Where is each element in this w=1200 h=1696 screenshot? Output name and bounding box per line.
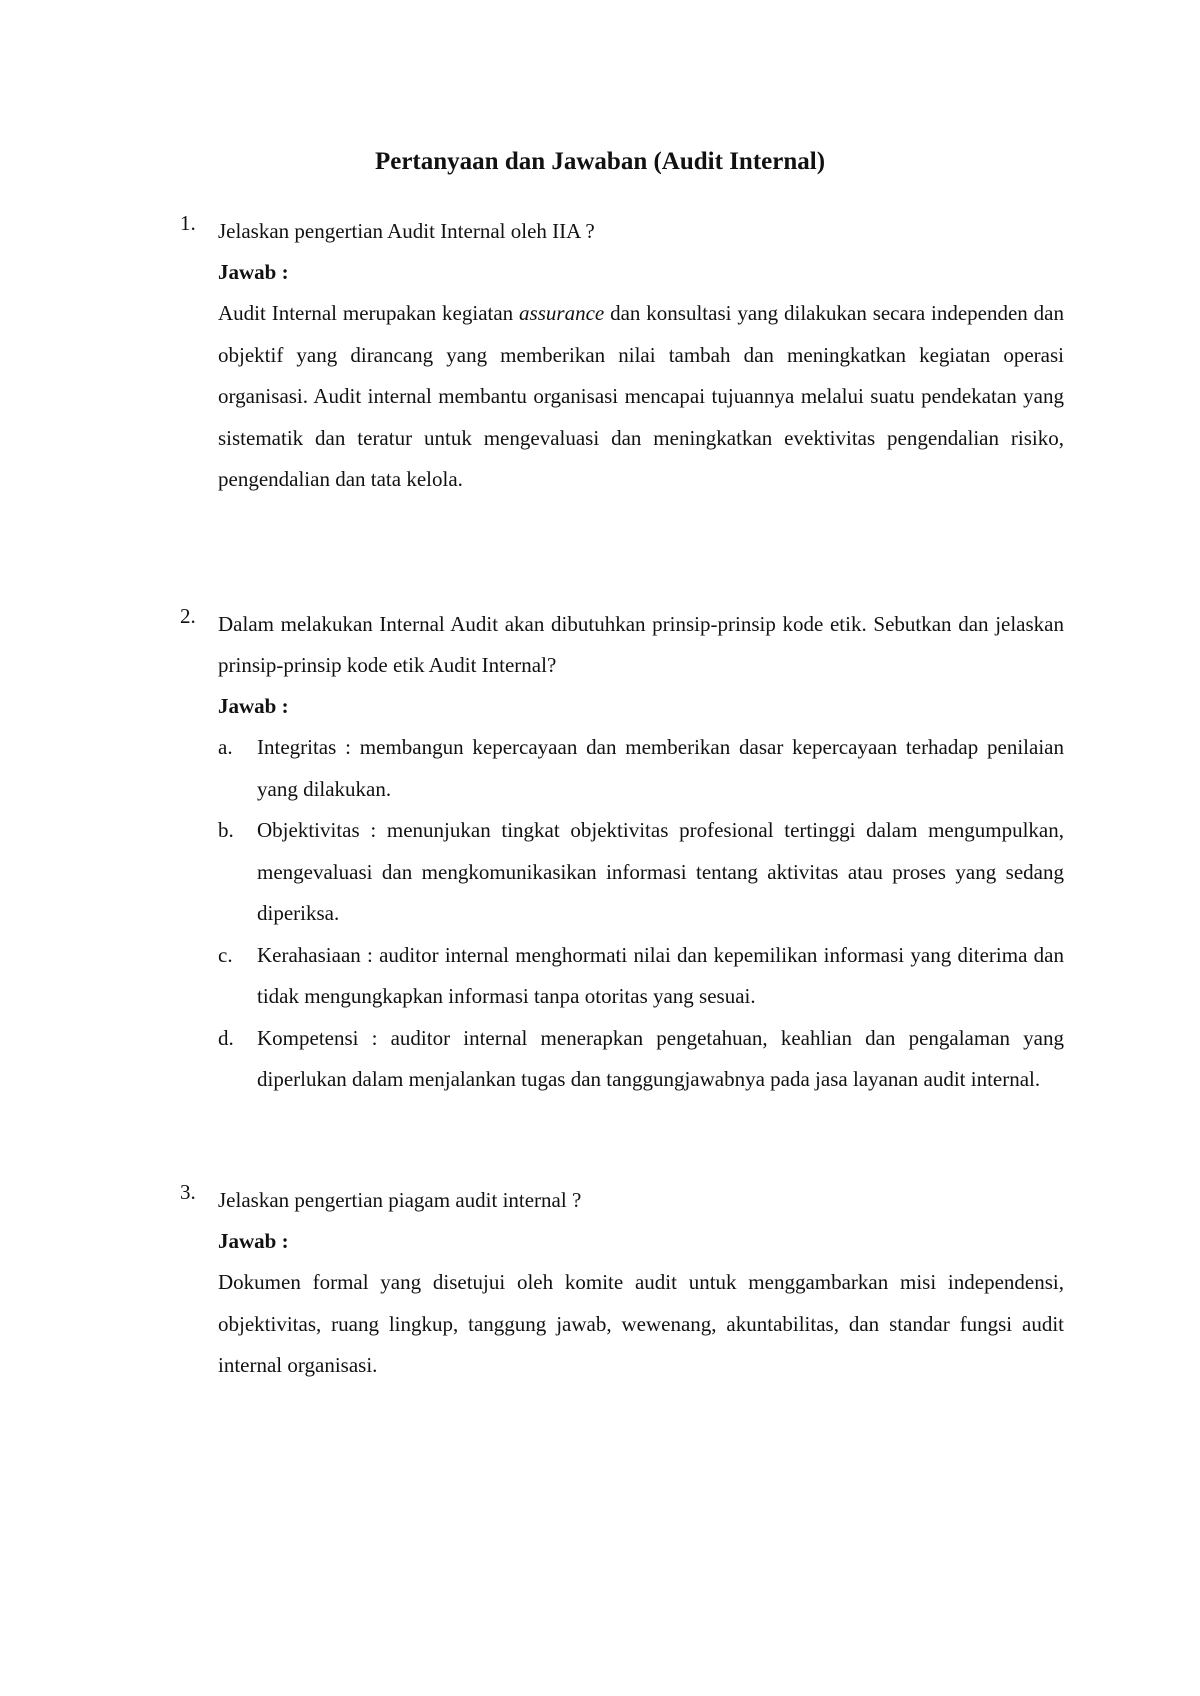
answer-text: [218, 293, 1064, 501]
list-item-text: Integritas : membangun kepercayaan dan memberikan dasar kepercayaan terhadap penilaian yang dilakukan.: [257, 735, 1064, 801]
question-number: 1.: [180, 211, 196, 235]
answer-label: Jawab :: [218, 694, 289, 718]
list-item-text: Objektivitas : menunjukan tingkat objektivitas profesional tertinggi dalam mengumpulkan, mengevaluasi dan mengkomunikasikan informasi tentang aktivitas atau proses yang sedang diperiksa.: [257, 818, 1064, 925]
question-number: 3.: [180, 1180, 196, 1204]
question-1: [180, 211, 1065, 501]
question-text: Jelaskan pengertian Audit Internal oleh IIA ?: [218, 219, 595, 243]
list-item-text: Kerahasiaan : auditor internal menghormati nilai dan kepemilikan informasi yang diterima dan tidak mengungkapkan informasi tanpa otoritas yang sesuai.: [257, 942, 1064, 1008]
list-item-letter: b.: [218, 818, 234, 842]
list-item-letter: c.: [218, 942, 233, 967]
list-item: [218, 727, 1064, 810]
question-number: 2.: [180, 604, 196, 628]
question-text: Dalam melakukan Internal Audit akan dibutuhkan prinsip-prinsip kode etik. Sebutkan dan jelaskan prinsip-prinsip kode etik Audit Internal?: [218, 612, 1064, 677]
question-3: [180, 1180, 1064, 1387]
list-item-text: Kompetensi : auditor internal menerapkan pengetahuan, keahlian dan pengalaman yang diperlukan dalam menjalankan tugas dan tanggungjawabnya pada jasa layanan audit internal.: [257, 1025, 1064, 1091]
answer-text-part: Audit Internal merupakan kegiatan: [218, 301, 520, 325]
document-title: Pertanyaan dan Jawaban (Audit Internal): [374, 148, 826, 175]
list-item: [218, 1018, 1064, 1101]
answer-text-part: dan konsultasi yang dilakukan secara independen dan objektif yang dirancang yang memberikan nilai tambah dan meningkatkan kegiatan operasi organisasi. Audit internal membantu organisasi mencapai tujuannya melalui suatu pendekatan yang sistematik dan teratur untuk mengevaluasi dan meningkatkan evektivitas pengendalian risiko, pengendalian dan tata kelola.: [218, 301, 1065, 491]
answer-italic-term: assurance: [519, 301, 605, 325]
question-2: [180, 604, 1064, 1101]
list-item: [218, 935, 1064, 1018]
answer-list: [218, 727, 1064, 1101]
list-item-letter: d.: [218, 1025, 234, 1050]
question-text: Jelaskan pengertian piagam audit internal ?: [218, 1188, 582, 1212]
list-item-letter: a.: [218, 735, 233, 759]
answer-text: Dokumen formal yang disetujui oleh komite audit untuk menggambarkan misi independensi, objektivitas, ruang lingkup, tanggung jawab, wewenang, akuntabilitas, dan standar fungsi audit internal organisasi.: [218, 1270, 1064, 1377]
answer-label: Jawab :: [218, 1229, 289, 1253]
answer-label: Jawab :: [218, 260, 289, 284]
list-item: [218, 810, 1064, 935]
